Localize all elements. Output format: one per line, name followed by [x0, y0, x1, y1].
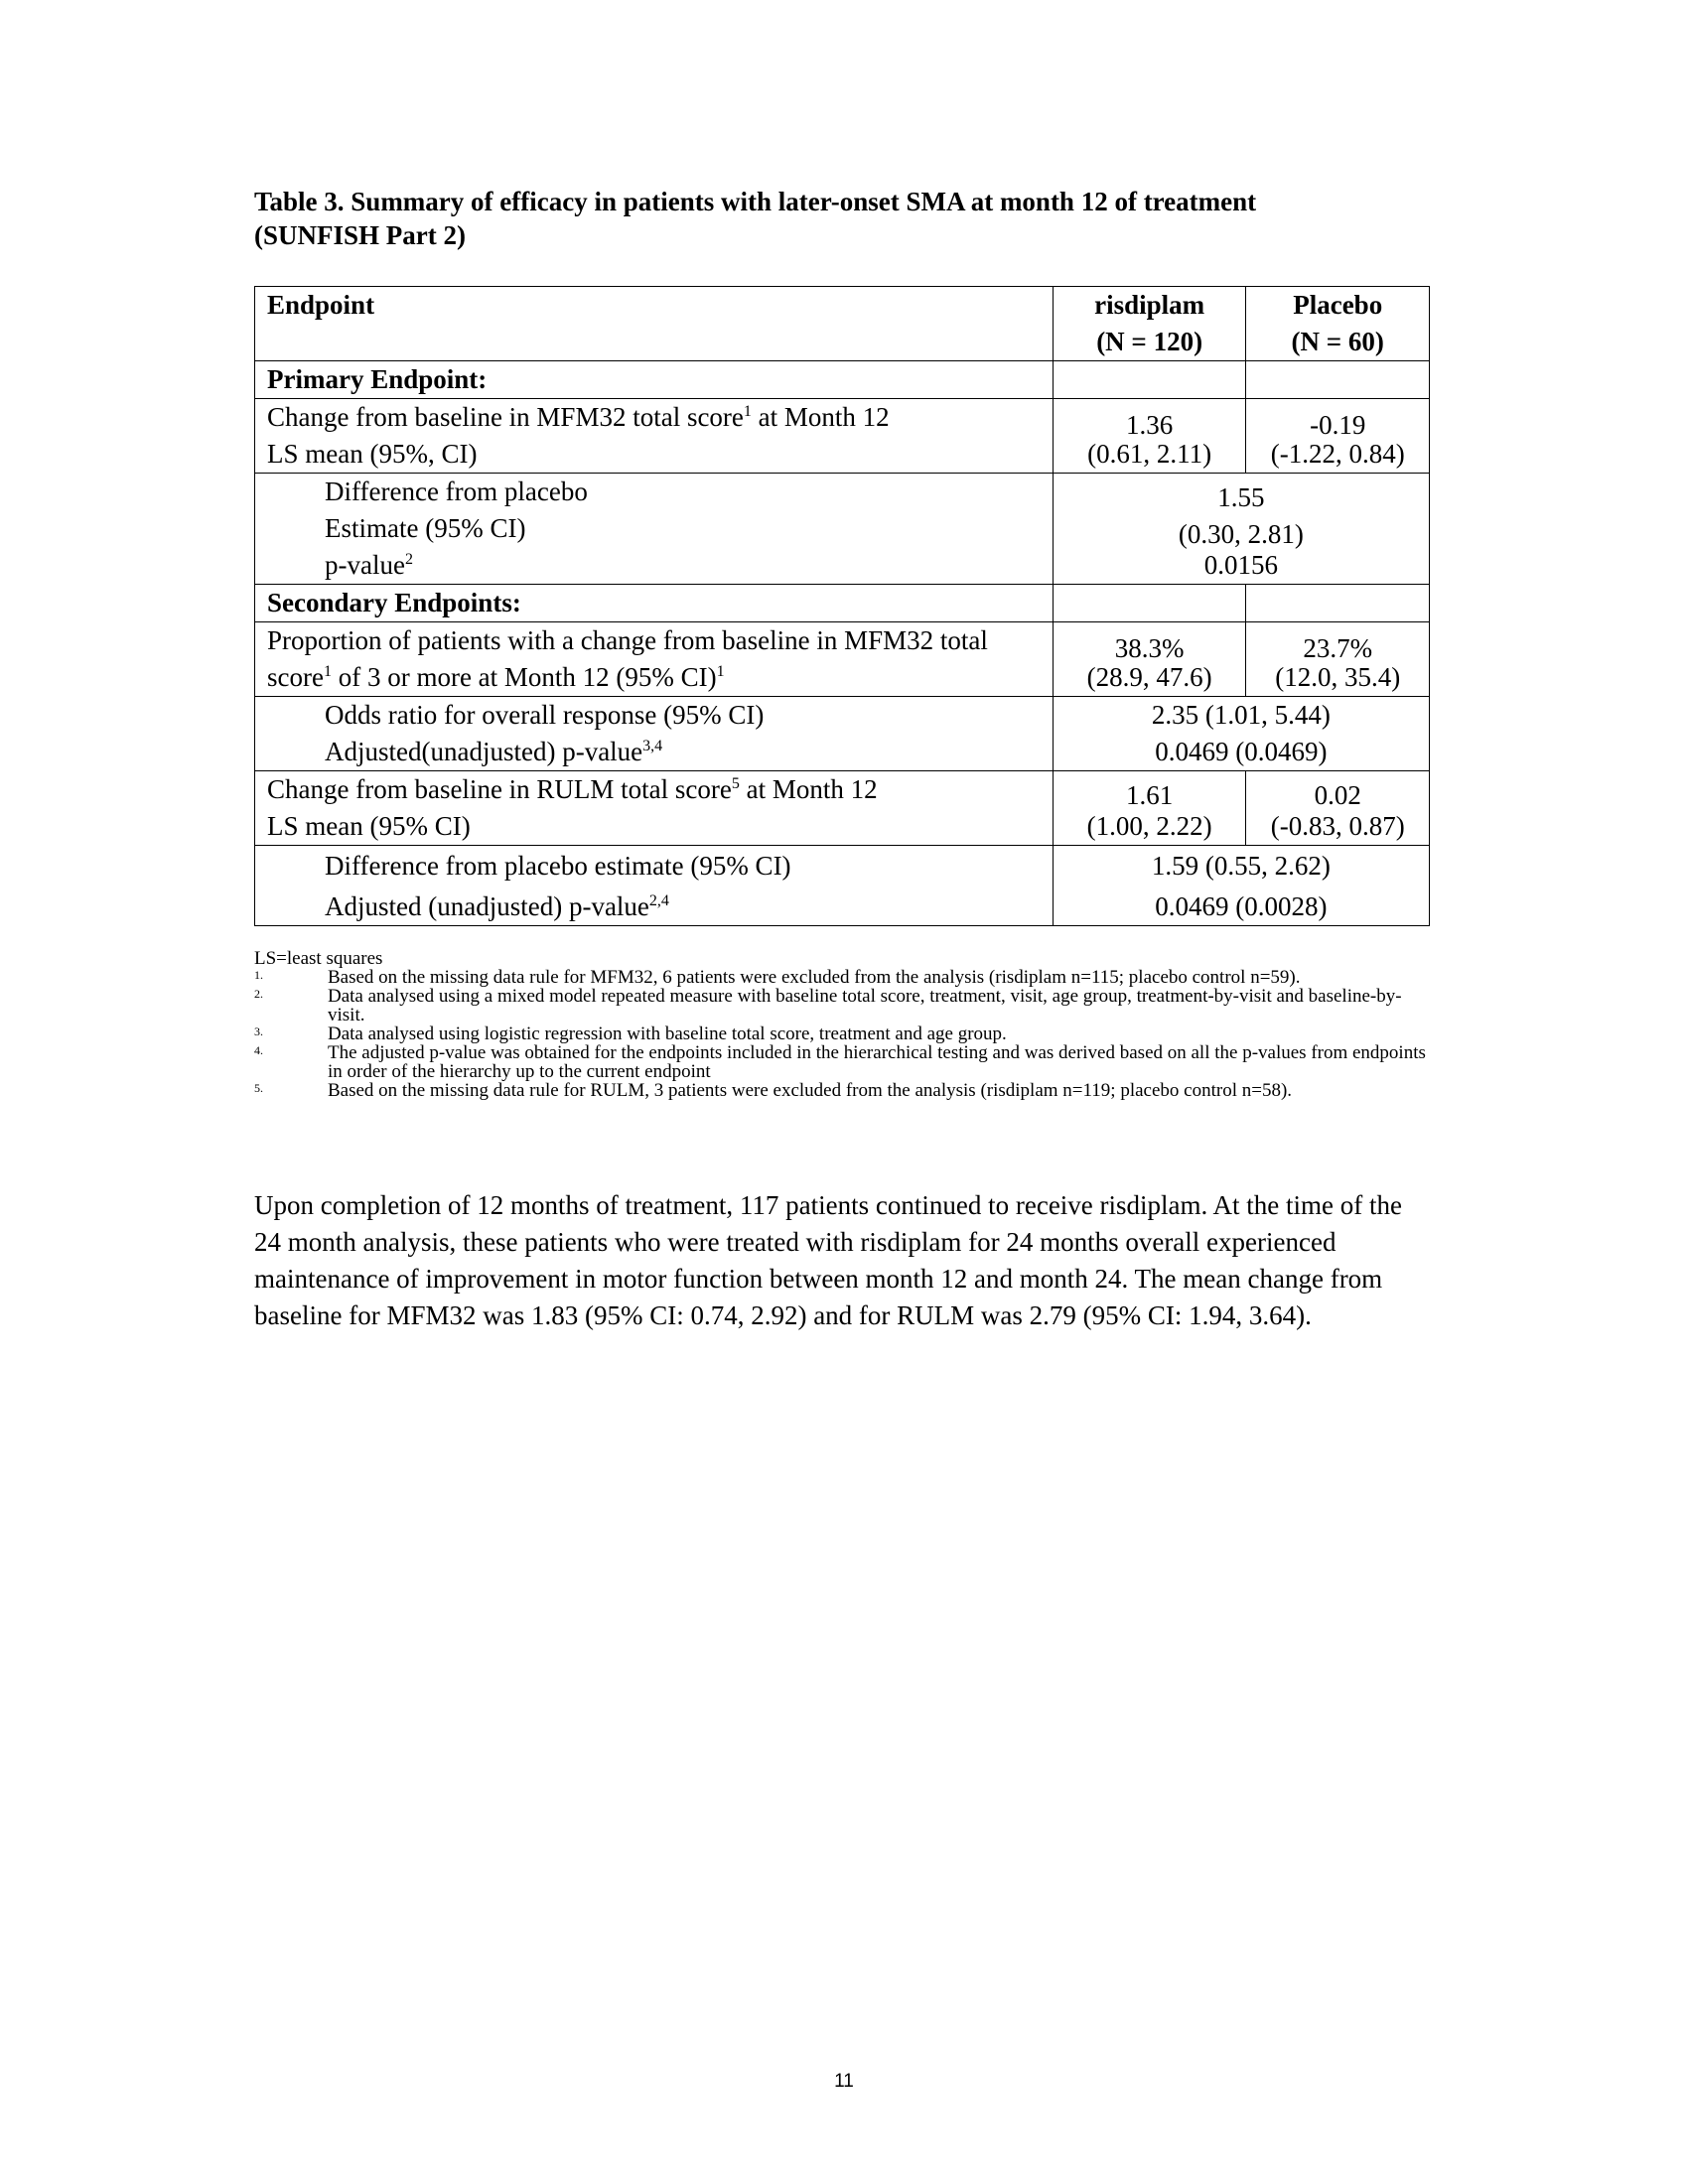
mfm32-risdiplam-cell: 1.36 (0.61, 2.11) — [1053, 399, 1246, 474]
mfm32-difference-row — [255, 474, 1430, 585]
rulm-placebo-cell: 0.02 (-0.83, 0.87) — [1246, 771, 1430, 846]
footnote-2: 2. Data analysed using a mixed model repeated measure with baseline total score, treatment, visit, age group, treatment-by-visit and baseline-by-visit. — [254, 986, 1402, 1025]
footnote-4: 4. The adjusted p-value was obtained for the endpoints included in the hierarchical testing and was derived based on all the p-values from endpoints in order of the hierarchy up to the current endpoint — [254, 1042, 1426, 1082]
rulm-change-row — [255, 771, 1430, 846]
secondary-endpoints-row — [255, 585, 1430, 622]
efficacy-table — [254, 286, 1430, 926]
table-title-line-1: Table 3. Summary of efficacy in patients with later-onset SMA at month 12 of treatment — [254, 187, 1257, 216]
mfm32-difference-label: Difference from placebo Estimate (95% CI) p-value$^2$ — [255, 474, 1054, 585]
mfm32-change-row — [255, 399, 1430, 474]
proportion-row — [255, 622, 1430, 697]
rulm-difference-values: 1.59 (0.55, 2.62) 0.0469 (0.0028) — [1053, 846, 1429, 926]
header-risdiplam: risdiplam (N = 120) — [1053, 287, 1246, 361]
rulm-difference-row — [255, 846, 1430, 926]
mfm32-change-label: Change from baseline in MFM32 total score$^1$ at Month 12 LS mean (95%, CI) — [255, 399, 1054, 474]
footnote-5: 5. Based on the missing data rule for RULM, 3 patients were excluded from the analysis (risdiplam n=119; placebo control n=58). — [254, 1080, 1293, 1101]
body-paragraph: Upon completion of 12 months of treatment, 117 patients continued to receive risdiplam. At the time of the 24 month analysis, these patients who were treated with risdiplam for 24 months overall experienced maintenance of improvement in motor function between month 12 and month 24. The mean change from baseline for MFM32 was 1.83 (95% CI: 0.74, 2.92) and for RULM was 2.79 (95% CI: 1.94, 3.64). — [254, 1190, 1402, 1330]
rulm-difference-label: Difference from placebo estimate (95% CI) Adjusted (unadjusted) p-value$^{2,4}$ — [255, 846, 1054, 926]
rulm-risdiplam-cell: 1.61 (1.00, 2.22) — [1053, 771, 1246, 846]
proportion-placebo-cell: 23.7% (12.0, 35.4) — [1246, 622, 1430, 697]
header-endpoint: Endpoint — [255, 287, 1054, 361]
footnote-abbreviation: LS=least squares — [254, 948, 383, 969]
footnote-1: 1. Based on the missing data rule for MFM32, 6 patients were excluded from the analysis (risdiplam n=115; placebo control n=59). — [254, 967, 1301, 988]
rulm-change-label: Change from baseline in RULM total score$^5$ at Month 12 LS mean (95% CI) — [255, 771, 1054, 846]
odds-ratio-values: 2.35 (1.01, 5.44) 0.0469 (0.0469) — [1053, 697, 1429, 771]
odds-ratio-label: Odds ratio for overall response (95% CI) Adjusted(unadjusted) p-value$^{3,4}$ — [255, 697, 1054, 771]
secondary-endpoints-label: Secondary Endpoints: — [255, 585, 1054, 622]
page-number: 11 — [834, 2071, 854, 2092]
table-title — [254, 185, 1426, 252]
footnote-3: 3. Data analysed using logistic regression with baseline total score, treatment and age group. — [254, 1024, 1007, 1044]
primary-endpoint-label: Primary Endpoint: — [255, 361, 1054, 399]
footnotes — [254, 949, 1436, 1100]
mfm32-difference-values: 1.55 (0.30, 2.81) 0.0156 — [1053, 474, 1429, 585]
header-placebo: Placebo (N = 60) — [1246, 287, 1430, 361]
table-header-row — [255, 287, 1430, 361]
table-title-line-2: (SUNFISH Part 2) — [254, 220, 466, 250]
odds-ratio-row — [255, 697, 1430, 771]
proportion-label: Proportion of patients with a change from baseline in MFM32 total score$^1$ of 3 or more at Month 12 (95% CI)$^1$ — [255, 622, 1054, 697]
mfm32-placebo-cell: -0.19 (-1.22, 0.84) — [1246, 399, 1430, 474]
proportion-risdiplam-cell: 38.3% (28.9, 47.6) — [1053, 622, 1246, 697]
primary-endpoint-row — [255, 361, 1430, 399]
